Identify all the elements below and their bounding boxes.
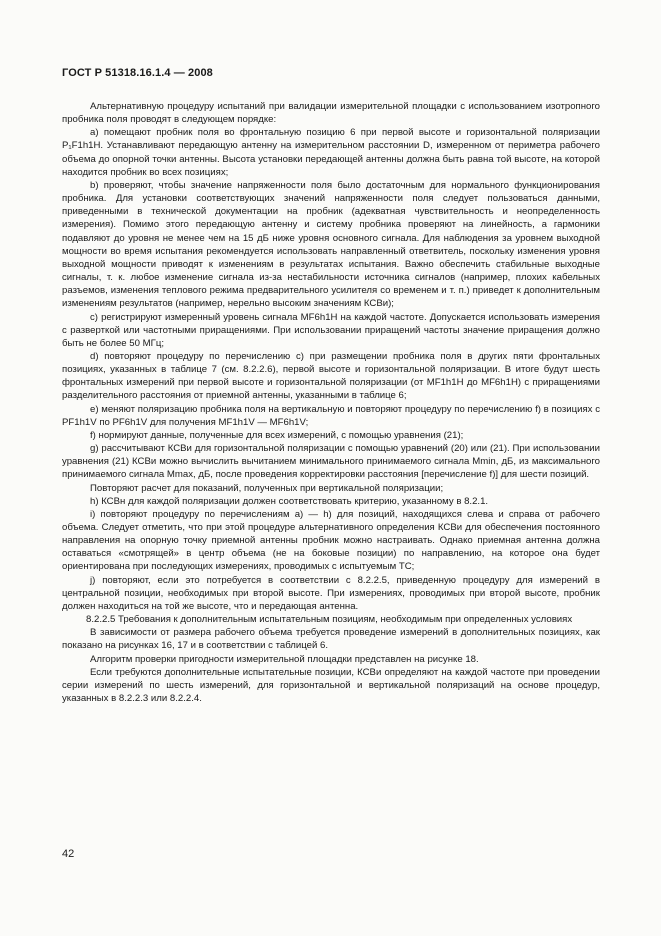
paragraph-size: В зависимости от размера рабочего объема требуется проведение измерений в дополнительных позициях, как показано на рисунках 16, 17 и в соответствии с таблицей 6. xyxy=(62,627,600,652)
paragraph-additional: Если требуются дополнительные испытательные позиции, КСВи определяют на каждой частоте при проведении серии измерений по шесть измерений, для горизонтальной и вертикальной поляризаций на основе процедур, указанных в 8.2.2.3 или 8.2.2.4. xyxy=(62,666,600,705)
paragraph-j: j) повторяют, если это потребуется в соответствии с 8.2.2.5, приведенную процедуру для измерений в центральной позиции, необходимых при второй высоте. При измерениях, проводимых при второй высоте, пробник должен находиться на той же высоте, что и передающая антенна. xyxy=(62,574,600,612)
paragraph-c: c) регистрируют измеренный уровень сигнала MF6h1H на каждой частоте. Допускается использовать измерения с разверткой или частотными приращениями. При использовании приращений частоты значение приращения должно быть не более 50 МГц; xyxy=(62,311,600,349)
paragraph-e: e) меняют поляризацию пробника поля на вертикальную и повторяют процедуру по перечислению f) в позициях с PF1h1V по PF6h1V для получения MF1h1V — MF6h1V; xyxy=(62,403,600,428)
paragraph-h: h) КСВн для каждой поляризации должен соответствовать критерию, указанному в 8.2.1. xyxy=(90,495,489,507)
section-heading-8-2-2-5: 8.2.2.5 Требования к дополнительным испытательным позициям, необходимым при определенных условиях xyxy=(86,614,573,626)
paragraph-i: i) повторяют процедуру по перечислениям a) — h) для позиций, находящихся слева и справа от рабочего объема. Следует отметить, что при этой процедуре альтернативного определения КСВи для обеспечения постоянного направления на опорную точку приемной антенны пробник можно настраивать. Однако приемная антенна должна оставаться «смотрящей» в центр объема (не на боковые позиции) по направлению, на которое она будет ориентирована при последующих измерениях, проводимых с испытуемым ТС; xyxy=(62,508,600,573)
paragraph-intro: Альтернативную процедуру испытаний при валидации измерительной площадки с использованием изотропного пробника поля проводят в следующем порядке: xyxy=(62,101,600,126)
paragraph-f: f) нормируют данные, полученные для всех измерений, с помощью уравнения (21); xyxy=(90,429,464,441)
document-body xyxy=(62,100,600,705)
paragraph-algorithm: Алгоритм проверки пригодности измерительной площадки представлен на рисунке 18. xyxy=(90,653,479,665)
paragraph-b: b) проверяют, чтобы значение напряженности поля было достаточным для нормального функционирования пробника. Для установки соответствующих значений напряженности поля следует пользоваться данными, приведенными в технической документации на пробник (адекватная чувствительность и неопределенность измерения). Помимо этого передающую антенну и систему пробника проверяют на линейность, а гармоники подавляют до уровня не менее чем на 15 дБ ниже уровня основного сигнала. Для наблюдения за уровнем выходной мощности во время испытания рекомендуется использовать направленный ответвитель, поскольку изменения уровня выходной мощности приводят к изменениям в результатах испытания. Важно обеспечить стабильные выходные сигналы, т. к. любое изменение сигнала из-за нестабильности источника сигналов (например, плохих кабельных разъемов, изменения теплового режима предварительного усилителя со временем и т. п.) приведет к дополнительным изменениям результатов (например, нерельно высоким значениям КСВи); xyxy=(62,179,600,310)
document-header: ГОСТ Р 51318.16.1.4 — 2008 xyxy=(62,67,213,79)
paragraph-g: g) рассчитывают КСВи для горизонтальной поляризации с помощью уравнений (20) или (21). При использовании уравнения (21) КСВи можно вычислить вычитанием минимального принимаемого сигнала Mmin, дБ, из максимального принимаемого сигнала Mmax, дБ, после проведения корректировки расстояния [перечисление f)] для шести позиций. xyxy=(62,443,600,481)
page-number: 42 xyxy=(62,848,75,860)
paragraph-d: d) повторяют процедуру по перечислению c) при размещении пробника поля в других пяти фронтальных позициях, указанных в таблице 7 (см. 8.2.2.6), первой высоте и горизонтальной поляризации. В итоге будут шесть фронтальных измерений при первой высоте и горизонтальной поляризации (от MF1h1H до MF6h1H) с приращениями разделительного расстояния от приемной антенны, указанными в таблице 6; xyxy=(62,350,600,402)
paragraph-repeat: Повторяют расчет для показаний, полученных при вертикальной поляризации; xyxy=(90,482,444,494)
paragraph-a: a) помещают пробник поля во фронтальную позицию 6 при первой высоте и горизонтальной поляризации P₁F1h1H. Устанавливают передающую антенну на измерительном расстоянии D, измеренном от периметра рабочего объема до опорной точки антенны. Высота установки передающей антенны должна быть равна той высоте, на которой находится пробник во всех позициях; xyxy=(62,127,600,178)
